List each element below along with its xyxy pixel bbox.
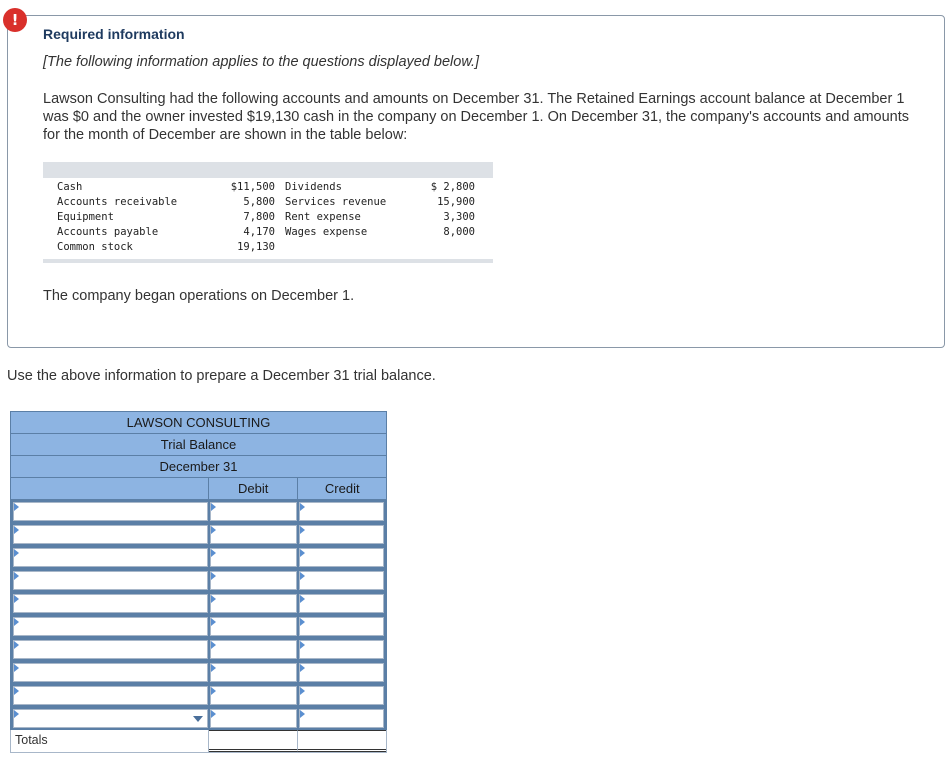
tb-credit-input[interactable] bbox=[299, 594, 384, 613]
tb-statement-name: Trial Balance bbox=[10, 433, 387, 455]
tb-debit-input[interactable] bbox=[210, 502, 297, 521]
tb-total-credit-input[interactable] bbox=[298, 730, 386, 752]
tb-debit-input[interactable] bbox=[210, 663, 297, 682]
tb-date: December 31 bbox=[10, 455, 387, 477]
tb-account-input[interactable] bbox=[13, 502, 208, 521]
account-name: Equipment bbox=[57, 211, 114, 223]
tb-credit-input[interactable] bbox=[299, 686, 384, 705]
tb-debit-input[interactable] bbox=[210, 594, 297, 613]
tb-credit-input[interactable] bbox=[299, 571, 384, 590]
tb-entry-row bbox=[10, 615, 387, 638]
account-row bbox=[43, 210, 493, 225]
required-info-title: Required information bbox=[43, 26, 185, 42]
tb-entry-row bbox=[10, 592, 387, 615]
tb-credit-input[interactable] bbox=[299, 617, 384, 636]
tb-credit-input[interactable] bbox=[299, 502, 384, 521]
operations-note: The company began operations on December 1. bbox=[43, 288, 355, 304]
tb-entry-row bbox=[10, 684, 387, 707]
tb-entry-row bbox=[10, 546, 387, 569]
tb-credit-input[interactable] bbox=[299, 548, 384, 567]
account-amount: $11,500 bbox=[230, 181, 275, 193]
tb-company-name: LAWSON CONSULTING bbox=[10, 411, 387, 433]
account-balances-table bbox=[43, 162, 493, 263]
tb-entry-row bbox=[10, 661, 387, 684]
account-row bbox=[43, 225, 493, 240]
tb-account-input[interactable] bbox=[13, 594, 208, 613]
account-amount: 7,800 bbox=[243, 211, 275, 223]
tb-account-input[interactable] bbox=[13, 548, 208, 567]
tb-credit-input[interactable] bbox=[299, 663, 384, 682]
tb-credit-input[interactable] bbox=[299, 640, 384, 659]
tb-total-debit-input[interactable] bbox=[209, 730, 298, 752]
account-amount: 5,800 bbox=[243, 196, 275, 208]
account-amount: 8,000 bbox=[443, 226, 475, 238]
account-amount: 15,900 bbox=[437, 196, 475, 208]
tb-column-headers bbox=[10, 477, 387, 500]
account-name: Dividends bbox=[285, 181, 342, 193]
account-name bbox=[275, 240, 425, 255]
account-name: Wages expense bbox=[285, 226, 368, 238]
tb-col-credit: Credit bbox=[324, 481, 360, 496]
account-name: Accounts receivable bbox=[57, 196, 178, 208]
account-amount: 3,300 bbox=[443, 211, 475, 223]
account-amount: 4,170 bbox=[243, 226, 275, 238]
tb-entry-row bbox=[10, 500, 387, 523]
tb-debit-input[interactable] bbox=[210, 525, 297, 544]
tb-debit-input[interactable] bbox=[210, 709, 297, 728]
account-name: Accounts payable bbox=[57, 226, 159, 238]
tb-account-input[interactable] bbox=[13, 663, 208, 682]
tb-entry-row bbox=[10, 523, 387, 546]
account-amount bbox=[425, 240, 475, 255]
account-name: Common stock bbox=[57, 241, 133, 253]
tb-totals-row bbox=[10, 730, 387, 753]
tb-credit-input[interactable] bbox=[299, 525, 384, 544]
tb-debit-input[interactable] bbox=[210, 640, 297, 659]
tb-account-input[interactable] bbox=[13, 571, 208, 590]
tb-account-input[interactable] bbox=[13, 686, 208, 705]
chevron-down-icon[interactable] bbox=[193, 716, 203, 722]
required-info-note: [The following information applies to the questions displayed below.] bbox=[43, 54, 480, 70]
tb-credit-input[interactable] bbox=[299, 709, 384, 728]
tb-debit-input[interactable] bbox=[210, 617, 297, 636]
trial-balance-form bbox=[10, 411, 387, 753]
tb-debit-input[interactable] bbox=[210, 686, 297, 705]
account-row bbox=[43, 180, 493, 195]
tb-debit-input[interactable] bbox=[210, 548, 297, 567]
tb-account-input[interactable] bbox=[13, 525, 208, 544]
account-row bbox=[43, 195, 493, 210]
tb-debit-input[interactable] bbox=[210, 571, 297, 590]
tb-entry-row bbox=[10, 707, 387, 730]
tb-entry-row bbox=[10, 638, 387, 661]
tb-account-input[interactable] bbox=[13, 617, 208, 636]
account-name: Rent expense bbox=[285, 211, 361, 223]
tb-col-debit: Debit bbox=[209, 478, 299, 499]
tb-account-input[interactable] bbox=[13, 709, 208, 728]
account-table-top-bar bbox=[43, 162, 493, 178]
instruction-text: Use the above information to prepare a December 31 trial balance. bbox=[7, 368, 436, 384]
required-info-description: Lawson Consulting had the following accounts and amounts on December 31. The Retained Earnings account balance at December 1 was $0 and the owner invested $19,130 cash in the company on December 1. On December 31, the company's accounts and amounts for the month of December are shown in the table below: bbox=[43, 91, 910, 143]
account-amount: $ 2,800 bbox=[430, 181, 475, 193]
account-name: Cash bbox=[57, 181, 83, 193]
account-table-bottom-bar bbox=[43, 259, 493, 263]
account-amount: 19,130 bbox=[237, 241, 275, 253]
account-name: Services revenue bbox=[285, 196, 387, 208]
tb-entry-row bbox=[10, 569, 387, 592]
tb-account-input[interactable] bbox=[13, 640, 208, 659]
exclamation-icon: ! bbox=[3, 8, 27, 32]
tb-col-account bbox=[11, 478, 209, 499]
tb-totals-label: Totals bbox=[11, 730, 209, 752]
account-row bbox=[43, 240, 493, 255]
